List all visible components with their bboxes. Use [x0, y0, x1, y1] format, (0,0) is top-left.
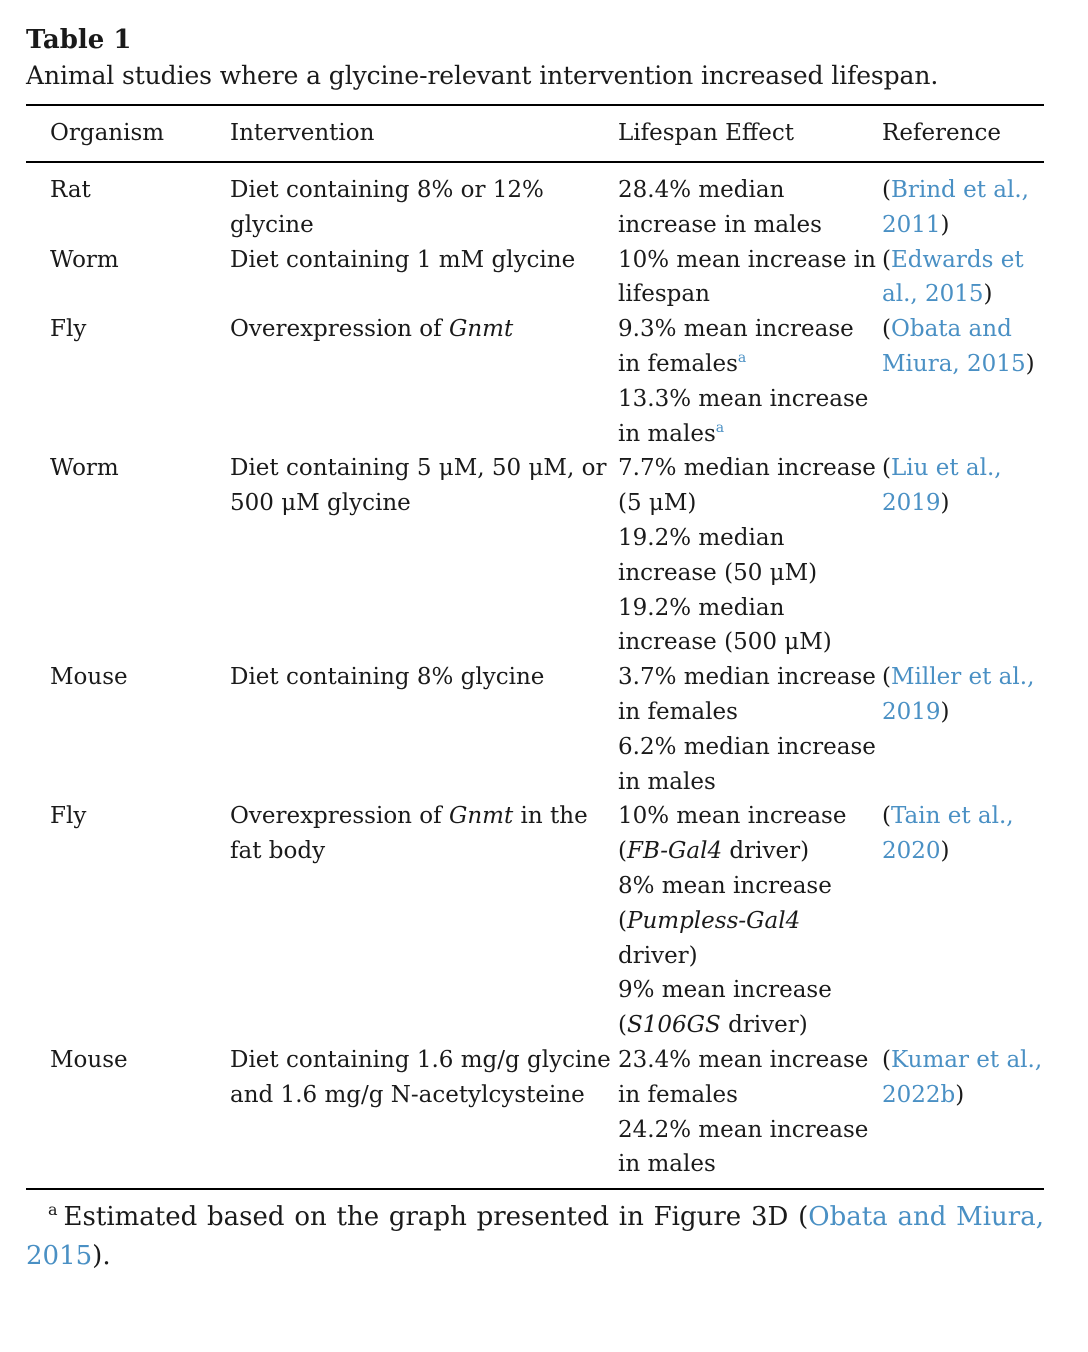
lifespan-effect: [618, 312, 882, 382]
table-row: [26, 243, 1044, 313]
paren-open: (: [882, 455, 891, 482]
reference-link[interactable]: Edwards et al., 2015: [882, 246, 1024, 308]
lifespan-effect: [618, 869, 882, 973]
lifespan-effect: [618, 591, 882, 661]
reference-cell: [882, 799, 1044, 1043]
lifespan-effect: [618, 243, 882, 313]
effect-text: 3.7% median increase in females: [618, 664, 876, 725]
lifespan-effect-cell: [618, 243, 882, 313]
intervention-cell: [230, 312, 618, 451]
effect-text: 7.7% median increase (5 μM): [618, 455, 876, 517]
reference-cell: [882, 1043, 1044, 1189]
intervention-cell: [230, 660, 618, 799]
paren-close: ): [940, 838, 950, 865]
lifespan-effect: [618, 973, 882, 1043]
paren-close: ): [940, 211, 950, 238]
lifespan-effect: [618, 382, 882, 452]
intervention-text: Diet containing 8% glycine: [230, 664, 545, 691]
lifespan-effect-cell: [618, 799, 882, 1043]
driver-name: S106GS: [626, 1012, 721, 1039]
footnote-reference-link[interactable]: Obata and Miura, 2015: [26, 1202, 1044, 1272]
intervention-cell: [230, 451, 618, 660]
paren-open: (: [882, 177, 891, 203]
lifespan-effect-cell: [618, 312, 882, 451]
intervention-cell: [230, 799, 618, 1043]
effect-text: 10% mean increase (: [618, 803, 847, 865]
lifespan-effect: [618, 1113, 882, 1183]
driver-name: Pumpless-Gal4: [626, 907, 801, 934]
table-row: [26, 312, 1044, 451]
intervention-text: Diet containing 1 mM glycine: [230, 246, 576, 273]
lifespan-effect: [618, 660, 882, 730]
footnote-ref-marker[interactable]: a: [715, 419, 725, 436]
organism-cell: Rat: [50, 177, 91, 203]
footnote: [26, 1198, 1044, 1276]
paren-close: ): [983, 281, 993, 308]
lifespan-effect: [618, 1043, 882, 1113]
lifespan-table: [26, 104, 1044, 1190]
lifespan-effect: [618, 730, 882, 800]
effect-text: 6.2% median increase in males: [618, 733, 876, 795]
reference-link[interactable]: Kumar et al., 2022b: [882, 1046, 1043, 1108]
footnote-text: Estimated based on the graph presented in Figure 3D (: [63, 1202, 809, 1233]
header-lifespan-effect: Lifespan Effect: [618, 120, 794, 146]
gene-name: Gnmt: [448, 316, 514, 343]
paren-close: ): [940, 698, 950, 725]
paren-open: (: [882, 1046, 891, 1073]
lifespan-effect-cell: [618, 660, 882, 799]
organism-cell: Worm: [50, 455, 119, 482]
paren-close: ): [1025, 350, 1035, 377]
intervention-text: in the fat body: [230, 803, 588, 865]
organism-cell: Fly: [50, 803, 87, 830]
reference-link[interactable]: Tain et al., 2020: [882, 803, 1014, 865]
reference-link[interactable]: Miller et al., 2019: [882, 664, 1035, 725]
effect-text: 23.4% mean increase in females: [618, 1046, 869, 1108]
intervention-cell: [230, 162, 618, 243]
reference-cell: [882, 162, 1044, 243]
organism-cell: Mouse: [50, 664, 128, 691]
reference-cell: [882, 243, 1044, 313]
table-body: [26, 162, 1044, 1189]
lifespan-effect-cell: [618, 162, 882, 243]
effect-text: driver): [720, 1012, 808, 1039]
paren-open: (: [882, 803, 891, 830]
effect-text: 8% mean increase (: [618, 872, 832, 934]
lifespan-effect-cell: [618, 451, 882, 660]
table-caption: Animal studies where a glycine-relevant intervention increased lifespan.: [26, 61, 939, 90]
effect-text: 13.3% mean increase in males: [618, 385, 869, 447]
lifespan-effect: [618, 173, 882, 243]
reference-link[interactable]: Brind et al., 2011: [882, 177, 1029, 238]
footnote-tail: ).: [92, 1241, 111, 1272]
gene-name: Gnmt: [448, 803, 514, 830]
header-intervention: Intervention: [230, 120, 375, 146]
intervention-text: Overexpression of: [230, 316, 449, 343]
intervention-text: Diet containing 5 μM, 50 μM, or 500 μM glycine: [230, 455, 607, 517]
effect-text: 24.2% mean increase in males: [618, 1116, 869, 1178]
footnote-marker: a: [48, 1200, 58, 1220]
effect-text: driver): [722, 838, 810, 865]
table-container: [26, 22, 1044, 1276]
lifespan-effect: [618, 521, 882, 591]
header-reference: Reference: [882, 120, 1001, 146]
table-row: [26, 660, 1044, 799]
table-label: Table 1: [26, 25, 132, 55]
header-row: [26, 105, 1044, 162]
lifespan-effect: [618, 799, 882, 869]
effect-text: 28.4% median increase in males: [618, 177, 822, 238]
organism-cell: Mouse: [50, 1046, 128, 1073]
lifespan-effect: [618, 451, 882, 521]
paren-open: (: [882, 246, 891, 273]
footnote-ref-marker[interactable]: a: [737, 349, 747, 366]
paren-close: ): [955, 1081, 965, 1108]
table-row: [26, 162, 1044, 243]
table-row: [26, 799, 1044, 1043]
table-row: [26, 451, 1044, 660]
effect-text: driver): [618, 942, 698, 969]
effect-text: 19.2% median increase (50 μM): [618, 524, 818, 586]
reference-link[interactable]: Obata and Miura, 2015: [882, 316, 1026, 377]
reference-cell: [882, 312, 1044, 451]
reference-link[interactable]: Liu et al., 2019: [882, 455, 1002, 517]
paren-open: (: [882, 664, 891, 691]
organism-cell: Fly: [50, 316, 87, 343]
reference-cell: [882, 660, 1044, 799]
intervention-text: Diet containing 1.6 mg/g glycine and 1.6 mg/g N-acetylcysteine: [230, 1046, 611, 1108]
intervention-text: Diet containing 8% or 12% glycine: [230, 177, 544, 238]
header-organism: Organism: [50, 120, 165, 146]
organism-cell: Worm: [50, 246, 119, 273]
driver-name: FB-Gal4: [626, 838, 723, 865]
intervention-cell: [230, 243, 618, 313]
reference-cell: [882, 451, 1044, 660]
effect-text: 10% mean increase in lifespan: [618, 246, 876, 308]
effect-text: 19.2% median increase (500 μM): [618, 594, 832, 656]
table-row: [26, 1043, 1044, 1189]
effect-text: 9.3% mean increase in females: [618, 316, 854, 377]
lifespan-effect-cell: [618, 1043, 882, 1189]
intervention-text: Overexpression of: [230, 803, 449, 830]
paren-close: ): [940, 490, 950, 517]
paren-open: (: [882, 316, 891, 343]
intervention-cell: [230, 1043, 618, 1189]
effect-text: 9% mean increase (: [618, 977, 832, 1039]
